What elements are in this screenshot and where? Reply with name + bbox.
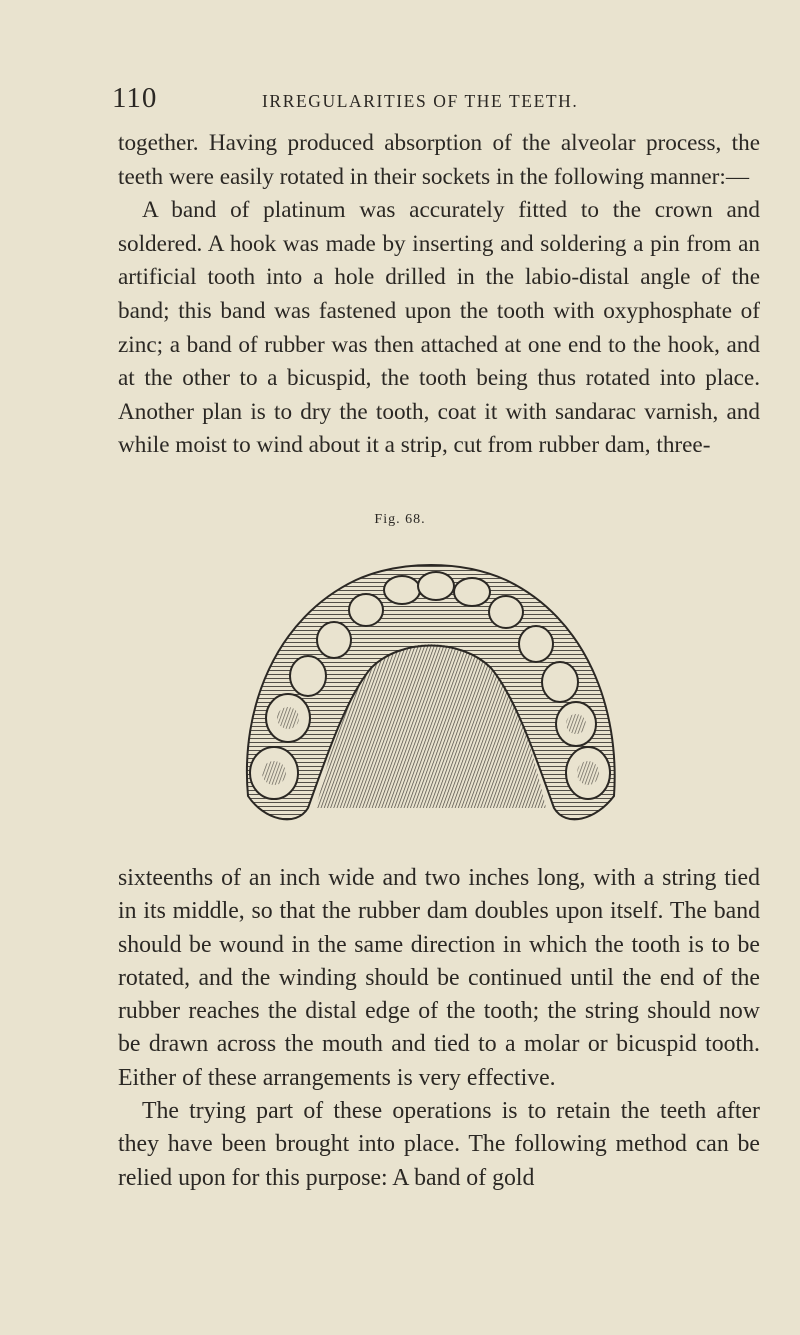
paragraph: together. Having produced absorption of the alveolar process, the teeth were easily rotated in their sockets in the following manner:— — [118, 130, 760, 190]
figure-caption: Fig. 68. — [374, 512, 426, 527]
page-header — [0, 82, 800, 122]
paragraph: A band of platinum was accurately fitted to the crown and soldered. A hook was made by inserting and soldering a pin from an artificial tooth into a hole drilled in the labio-distal angle of the band; this band was fastened upon the tooth with oxyphosphate of zinc; a band of rubber was then attached at one end to the hook, and at the other to a bicuspid, the tooth being thus rotated into place. Another plan is to dry the tooth, coat it with sandarac varnish, and while moist to wind about it a strip, cut from rubber dam, three- — [118, 197, 760, 459]
dental-arch-figure — [236, 558, 626, 834]
running-head: IRREGULARITIES OF THE TEETH. — [262, 91, 579, 111]
paragraph: sixteenths of an inch wide and two inches long, with a string tied in its middle, so that the rubber dam doubles upon itself. The band should be wound in the same direction in which the tooth is to be rotated, and the winding should be continued until the end of the rubber reaches the distal edge of the tooth; the string should now be drawn across the mouth and tied to a molar or bicuspid tooth. Either of these arrangements is very effective. — [118, 865, 760, 1091]
body-text-top — [118, 127, 760, 463]
paragraph: The trying part of these operations is to retain the teeth after they have been brought into place. The following method can be relied upon for this purpose: A band of gold — [118, 1098, 760, 1191]
body-text-bottom — [118, 862, 760, 1195]
page-number: 110 — [112, 82, 158, 114]
dental-arch-illustration — [236, 558, 626, 834]
